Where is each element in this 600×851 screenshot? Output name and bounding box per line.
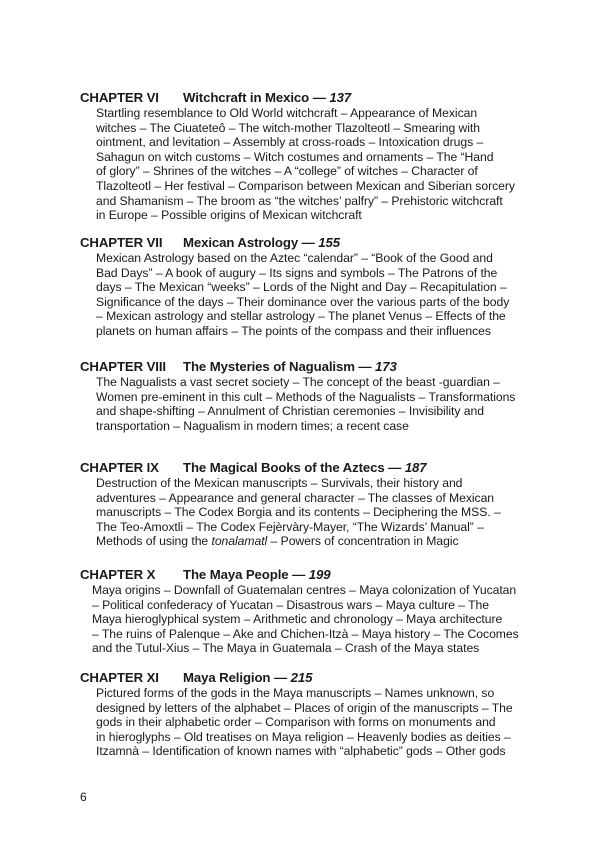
summary-line: manuscripts – The Codex Borgia and its contents – Deciphering the MSS. –	[96, 505, 501, 520]
chapter-heading	[80, 460, 530, 476]
summary-line: and Shamanism – The broom as “the witches’ palfry” – Prehistoric witchcraft	[96, 193, 503, 208]
page-number: 6	[80, 790, 87, 804]
summary-line: Pictured forms of the gods in the Maya manuscripts – Names unknown, so	[96, 686, 495, 700]
summary-line: in Europe – Possible origins of Mexican witchcraft	[96, 208, 362, 223]
chapter-6	[80, 90, 530, 223]
chapter-title: The Magical Books of the Aztecs	[183, 460, 385, 475]
chapter-page-ref: — 199	[292, 567, 331, 582]
chapter-title-group	[183, 460, 427, 476]
chapter-8	[80, 359, 530, 433]
chapter-number: CHAPTER VII	[80, 235, 163, 250]
summary-line: – The ruins of Palenque – Ake and Chichen-Itzà – Maya history – The Cocomes	[92, 626, 519, 641]
chapter-number: CHAPTER X	[80, 567, 156, 582]
chapter-heading	[80, 90, 530, 106]
summary-line: transportation – Nagualism in modern times; a recent case	[96, 418, 409, 433]
summary-line: ointment, and levitation – Assembly at cross-roads – Intoxication drugs –	[96, 135, 484, 150]
summary-line: witches – The Ciuateteô – The witch-mother Tlazolteotl – Smearing with	[96, 120, 480, 135]
chapter-summary	[80, 375, 530, 433]
summary-line: Maya hieroglyphical system – Arithmetic and chronology – Maya architecture	[92, 612, 503, 627]
summary-line: Bad Days” – A book of augury – Its signs and symbols – The Patrons of the	[96, 265, 498, 280]
chapter-summary	[80, 686, 530, 759]
summary-line: Tlazolteotl – Her festival – Comparison between Mexican and Siberian sorcery	[96, 178, 515, 193]
chapter-title: Mexican Astrology	[183, 235, 299, 250]
chapter-title-group	[183, 90, 351, 106]
chapter-heading	[80, 670, 530, 686]
summary-line: adventures – Appearance and general character – The classes of Mexican	[96, 490, 495, 505]
summary-line: Methods of using the tonalamatl – Powers of concentration in Magic	[96, 534, 459, 549]
chapter-heading	[80, 567, 530, 583]
summary-line: designed by letters of the alphabet – Places of origin of the manuscripts – The	[96, 700, 513, 715]
chapter-title-group	[183, 359, 397, 375]
chapter-number: CHAPTER XI	[80, 670, 159, 685]
summary-line: – Mexican astrology and stellar astrology – The planet Venus – Effects of the	[96, 309, 506, 324]
chapter-summary	[80, 106, 530, 223]
summary-line: in hieroglyphs – Old treatises on Maya religion – Heavenly bodies as deities –	[96, 729, 511, 744]
chapter-summary	[80, 476, 530, 549]
chapter-11	[80, 670, 530, 759]
chapter-summary	[80, 251, 530, 339]
chapter-heading	[80, 359, 530, 375]
summary-line: days – The Mexican “weeks” – Lords of the Night and Day – Recapitulation –	[96, 280, 507, 295]
summary-line: of glory” – Shrines of the witches – A “college” of witches – Character of	[96, 164, 478, 179]
summary-line: Destruction of the Mexican manuscripts – Survivals, their history and	[96, 476, 463, 490]
chapter-page-ref: — 215	[273, 670, 313, 685]
summary-line: Maya origins – Downfall of Guatemalan centres – Maya colonization of Yucatan	[92, 583, 517, 597]
chapter-number: CHAPTER VIII	[80, 359, 166, 374]
chapter-7	[80, 235, 530, 339]
summary-line: Significance of the days – Their dominance over the various parts of the body	[96, 294, 510, 309]
summary-line: – Political confederacy of Yucatan – Disastrous wars – Maya culture – The	[92, 597, 489, 612]
chapter-number: CHAPTER IX	[80, 460, 159, 475]
summary-line: gods in their alphabetic order – Comparison with forms on monuments and	[96, 715, 496, 730]
chapter-10	[80, 567, 530, 656]
chapter-title-group	[183, 670, 312, 686]
chapter-page-ref: — 187	[388, 460, 427, 475]
chapter-page-ref: — 155	[301, 235, 340, 250]
summary-line: Women pre-eminent in this cult – Methods of the Nagualists – Transformations	[96, 389, 516, 404]
chapter-title: The Mysteries of Nagualism	[183, 359, 355, 374]
chapter-title: The Maya People	[183, 567, 289, 582]
chapter-title: Maya Religion	[183, 670, 271, 685]
chapter-title-group	[183, 235, 340, 251]
chapter-9	[80, 460, 530, 549]
chapter-heading	[80, 235, 530, 251]
summary-line: The Teo-Amoxtli – The Codex Fejèrvàry-Mayer, “The Wizards’ Manual” –	[96, 519, 484, 534]
chapter-title: Witchcraft in Mexico	[183, 90, 310, 105]
italic-term: tonalamatl	[211, 534, 268, 549]
summary-line: Sahagun on witch customs – Witch costumes and ornaments – The “Hand	[96, 149, 494, 164]
summary-line: Itzamnà – Identification of known names with “alphabetic” gods – Other gods	[96, 744, 506, 759]
summary-line: planets on human affairs – The points of the compass and their influences	[96, 323, 491, 338]
chapter-title-group	[183, 567, 330, 583]
chapter-number: CHAPTER VI	[80, 90, 159, 105]
chapter-page-ref: — 173	[358, 359, 397, 374]
chapter-page-ref: — 137	[312, 90, 352, 105]
summary-line: and shape-shifting – Annulment of Christian ceremonies – Invisibility and	[96, 404, 484, 419]
summary-line: Startling resemblance to Old World witchcraft – Appearance of Mexican	[96, 106, 478, 120]
summary-line: Mexican Astrology based on the Aztec “calendar” – “Book of the Good and	[96, 251, 493, 265]
chapter-summary	[80, 583, 530, 656]
summary-line: and the Tutul-Xius – The Maya in Guatemala – Crash of the Maya states	[92, 641, 480, 656]
summary-line: The Nagualists a vast secret society – The concept of the beast -guardian –	[96, 375, 500, 389]
